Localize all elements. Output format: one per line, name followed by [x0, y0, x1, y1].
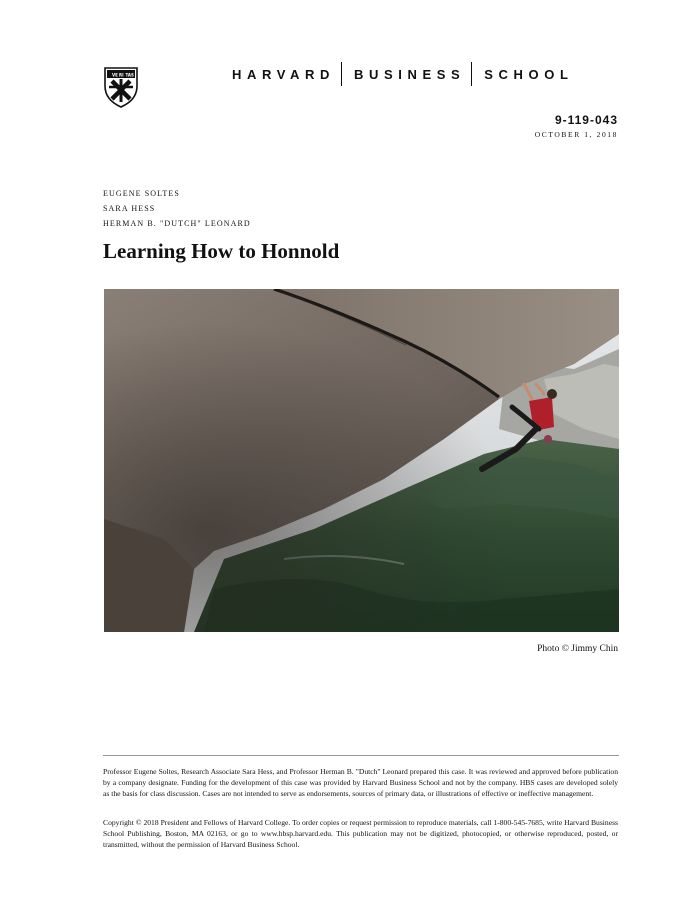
wordmark-business: BUSINESS	[354, 66, 466, 82]
case-date: OCTOBER 1, 2018	[534, 130, 618, 139]
wordmark-school: SCHOOL	[484, 66, 574, 82]
shield-text-ri: RI	[119, 72, 124, 78]
shield-text-ve: VE	[112, 72, 118, 78]
wordmark-harvard: HARVARD	[232, 66, 336, 82]
author-name: SARA HESS	[103, 204, 156, 213]
author-name: EUGENE SOLTES	[103, 189, 180, 198]
shield-text-tas: TAS	[125, 72, 134, 78]
wordmark-divider	[471, 62, 472, 86]
author-list	[103, 186, 251, 231]
copyright-note: Copyright © 2018 President and Fellows of Harvard College. To order copies or request permission to reproduce materials, call 1-800-545-7685, write Harvard Business School Publishing, Boston, MA 02163, or go to www.hbsp.harvard.edu. This publication may not be digitized, photocopied, or otherwise reproduced, posted, or transmitted, without the permission of Harvard Business School.	[103, 818, 618, 849]
author-name: HERMAN B. "DUTCH" LEONARD	[103, 219, 251, 228]
footnote-divider	[103, 755, 619, 756]
photo-credit: Photo © Jimmy Chin	[537, 644, 618, 654]
wordmark-divider	[341, 62, 342, 86]
case-title: Learning How to Honnold	[103, 239, 340, 263]
hbs-wordmark	[232, 62, 574, 86]
case-number: 9-119-043	[554, 113, 618, 127]
hbs-shield-logo	[103, 66, 139, 108]
authorship-note: Professor Eugene Soltes, Research Associate Sara Hess, and Professor Herman B. "Dutch" Leonard prepared this case. It was reviewed and approved before publication by a company designate. Funding for the development of this case was provided by Harvard Business School and not by the company. HBS cases are developed solely as the basis for class discussion. Cases are not intended to serve as endorsements, sources of primary data, or illustrations of effective or ineffective management.	[103, 767, 618, 798]
cover-photo	[104, 289, 619, 632]
